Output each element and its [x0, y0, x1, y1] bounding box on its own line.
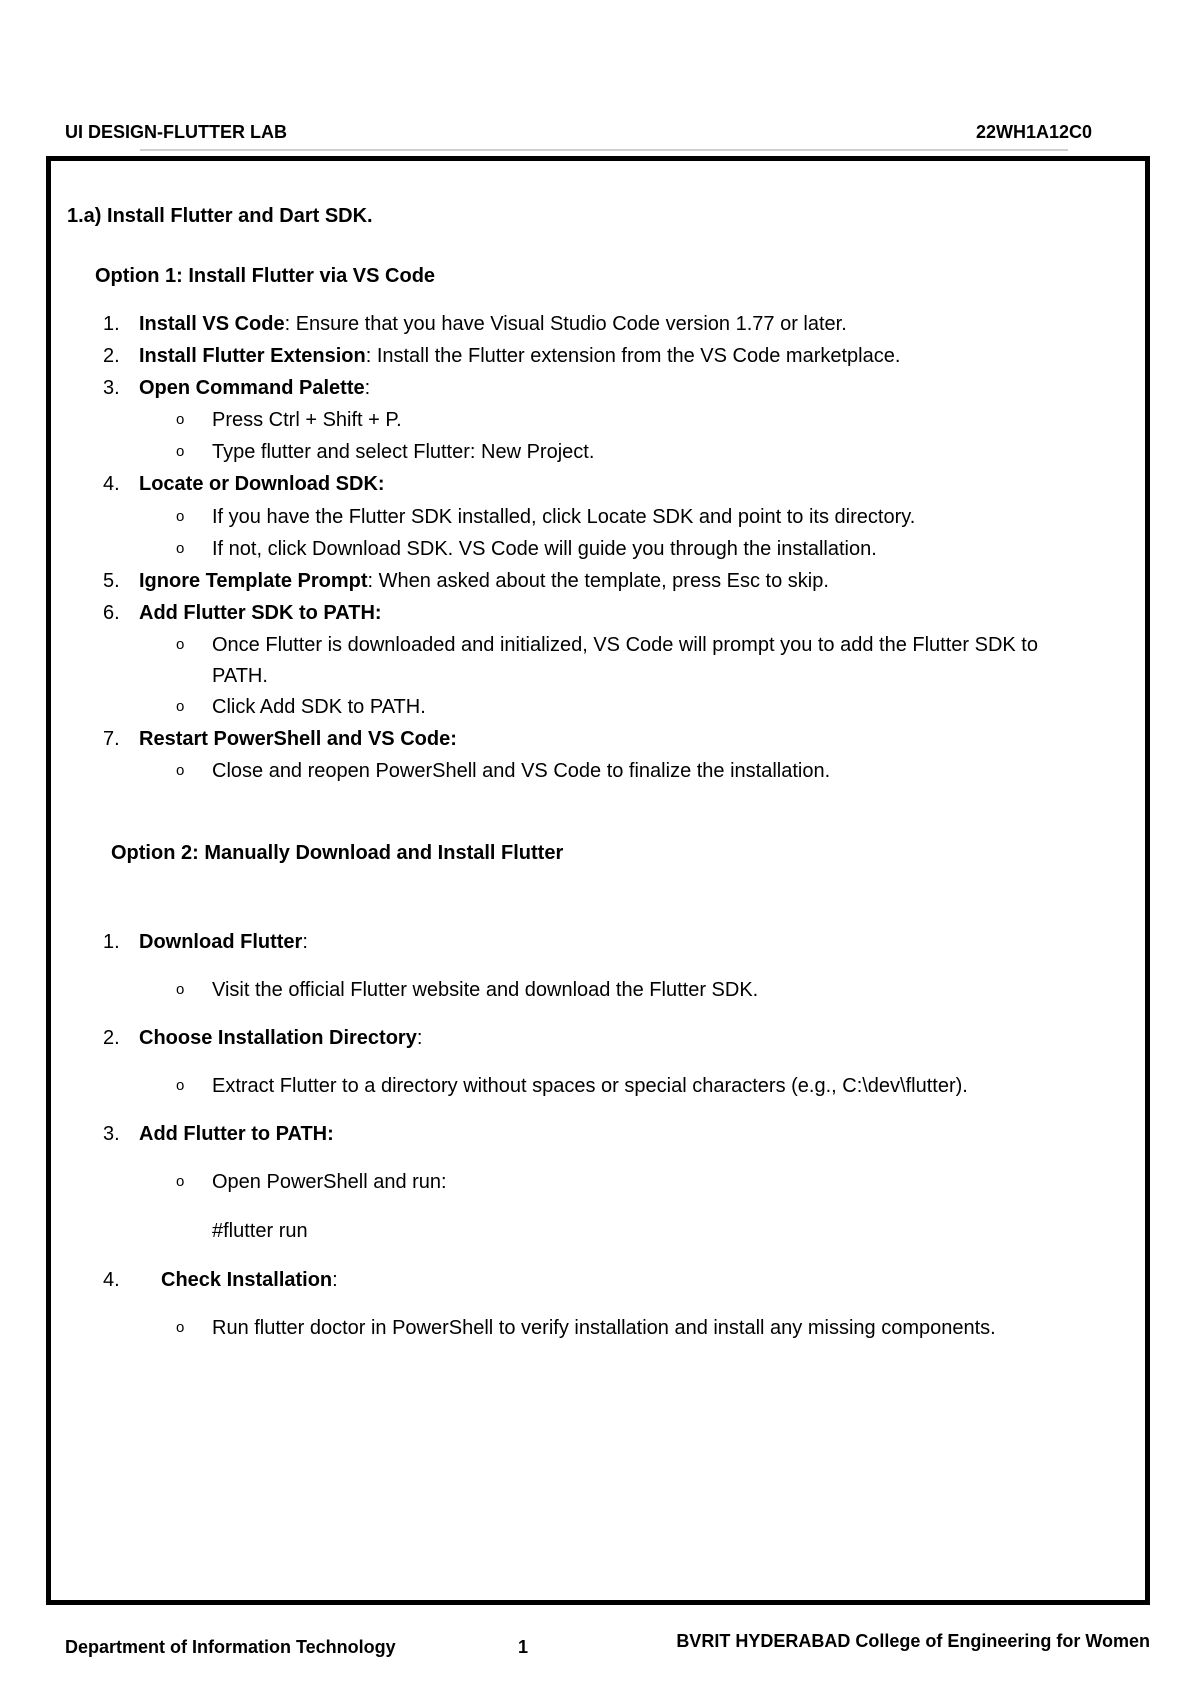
- step-number: 5.: [103, 570, 120, 592]
- sub-item: If you have the Flutter SDK installed, click Locate SDK and point to its directory.: [212, 506, 916, 528]
- sub-item: Press Ctrl + Shift + P.: [212, 409, 402, 431]
- step-number: 3.: [103, 377, 120, 399]
- bullet-icon: o: [176, 698, 185, 715]
- step-text: Ignore Template Prompt: When asked about the template, press Esc to skip.: [139, 570, 829, 592]
- header-roll-number: 22WH1A12C0: [975, 122, 1092, 142]
- page-number: 1: [518, 1637, 529, 1657]
- option2-heading: Option 2: Manually Download and Install Flutter: [111, 842, 564, 864]
- step-text: Install VS Code: Ensure that you have Visual Studio Code version 1.77 or later.: [139, 313, 847, 335]
- option1-heading: Option 1: Install Flutter via VS Code: [95, 265, 436, 287]
- header-course-title: UI DESIGN-FLUTTER LAB: [65, 122, 287, 142]
- step-text: Add Flutter SDK to PATH:: [139, 602, 382, 624]
- step-number: 3.: [103, 1123, 120, 1145]
- bullet-icon: o: [176, 1077, 185, 1094]
- page-title: 1.a) Install Flutter and Dart SDK.: [67, 205, 373, 227]
- step-text: Add Flutter to PATH:: [139, 1123, 334, 1145]
- bullet-icon: o: [176, 443, 185, 460]
- sub-item: Close and reopen PowerShell and VS Code to finalize the installation.: [212, 760, 831, 782]
- sub-item: Run flutter doctor in PowerShell to verify installation and install any missing components.: [212, 1317, 996, 1339]
- step-text: Restart PowerShell and VS Code:: [139, 728, 457, 750]
- bullet-icon: o: [176, 1319, 185, 1336]
- step-number: 6.: [103, 602, 120, 624]
- sub-item: Extract Flutter to a directory without spaces or special characters (e.g., C:\dev\flutter).: [212, 1075, 968, 1097]
- sub-item: Visit the official Flutter website and download the Flutter SDK.: [212, 979, 759, 1001]
- page-border-frame: [46, 156, 1150, 1605]
- footer-college: BVRIT HYDERABAD College of Engineering for Women: [676, 1631, 1150, 1651]
- bullet-icon: o: [176, 636, 185, 653]
- step-number: 1.: [103, 313, 120, 335]
- bullet-icon: o: [176, 411, 185, 428]
- step-number: 2.: [103, 1027, 120, 1049]
- sub-item: Type flutter and select Flutter: New Project.: [212, 441, 595, 463]
- step-number: 4.: [103, 1269, 120, 1291]
- step-text: Install Flutter Extension: Install the Flutter extension from the VS Code marketplace.: [139, 345, 901, 367]
- step-number: 4.: [103, 473, 120, 495]
- step-number: 7.: [103, 728, 120, 750]
- step-text: Locate or Download SDK:: [139, 473, 385, 495]
- step-number: 1.: [103, 931, 120, 953]
- step-text: Choose Installation Directory:: [139, 1027, 423, 1049]
- bullet-icon: o: [176, 540, 185, 557]
- sub-item: If not, click Download SDK. VS Code will guide you through the installation.: [212, 538, 877, 560]
- footer-department: Department of Information Technology: [65, 1637, 396, 1657]
- step-text: Download Flutter:: [139, 931, 308, 953]
- sub-item-continued: PATH.: [212, 665, 268, 687]
- step-text: Check Installation:: [161, 1269, 338, 1291]
- sub-item: Click Add SDK to PATH.: [212, 696, 426, 718]
- code-command: #flutter run: [212, 1220, 308, 1242]
- step-text: Open Command Palette:: [139, 377, 371, 399]
- bullet-icon: o: [176, 508, 185, 525]
- bullet-icon: o: [176, 1173, 185, 1190]
- bullet-icon: o: [176, 981, 185, 998]
- sub-item: Once Flutter is downloaded and initialized, VS Code will prompt you to add the Flutter SDK to: [212, 634, 1038, 656]
- step-number: 2.: [103, 345, 120, 367]
- sub-item: Open PowerShell and run:: [212, 1171, 447, 1193]
- header-divider: [140, 149, 1068, 151]
- bullet-icon: o: [176, 762, 185, 779]
